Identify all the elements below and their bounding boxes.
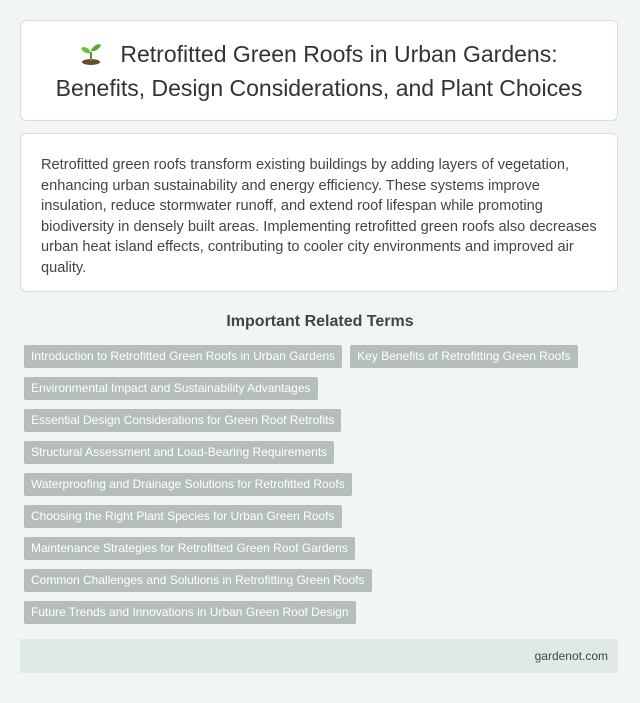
term-row	[24, 601, 604, 624]
term-row	[24, 537, 604, 560]
related-terms-heading: Important Related Terms	[226, 313, 414, 330]
title-card	[20, 20, 618, 121]
term-link[interactable]: Key Benefits of Retrofitting Green Roofs	[350, 345, 577, 368]
term-link[interactable]: Environmental Impact and Sustainability Advantages	[24, 377, 318, 400]
term-link[interactable]: Essential Design Considerations for Green Roof Retrofits	[24, 409, 341, 432]
term-row	[24, 377, 604, 400]
term-link[interactable]: Common Challenges and Solutions in Retrofitting Green Roofs	[24, 569, 372, 592]
term-link[interactable]: Introduction to Retrofitted Green Roofs in Urban Gardens	[24, 345, 342, 368]
term-row	[24, 409, 604, 432]
term-link[interactable]: Choosing the Right Plant Species for Urban Green Roofs	[24, 505, 342, 528]
description-card	[20, 133, 618, 292]
term-row	[24, 345, 604, 368]
term-row	[24, 473, 604, 496]
term-row	[24, 569, 604, 592]
term-row	[24, 505, 604, 528]
description-text: Retrofitted green roofs transform existing buildings by adding layers of vegetation, enhancing urban sustainability and energy efficiency. These systems improve insulation, reduce stormwater runoff, and extend roof lifespan while promoting biodiversity in densely built areas. Implementing retrofitted green roofs also decreases urban heat island effects, contributing to cooler city environments and improved air quality.	[41, 157, 597, 276]
term-link[interactable]: Structural Assessment and Load-Bearing Requirements	[24, 441, 334, 464]
term-link[interactable]: Waterproofing and Drainage Solutions for Retrofitted Roofs	[24, 473, 352, 496]
term-link[interactable]: Future Trends and Innovations in Urban Green Roof Design	[24, 601, 356, 624]
term-row	[24, 441, 604, 464]
footer-site-link[interactable]: gardenot.com	[534, 649, 608, 663]
related-terms-list	[24, 345, 604, 633]
sprout-icon	[80, 41, 102, 65]
footer-bar	[20, 639, 618, 673]
page-title-text: Retrofitted Green Roofs in Urban Gardens: Benefits, Design Considerations, and Plant Choices	[55, 40, 583, 101]
page-title	[21, 37, 617, 105]
term-link[interactable]: Maintenance Strategies for Retrofitted Green Roof Gardens	[24, 537, 355, 560]
